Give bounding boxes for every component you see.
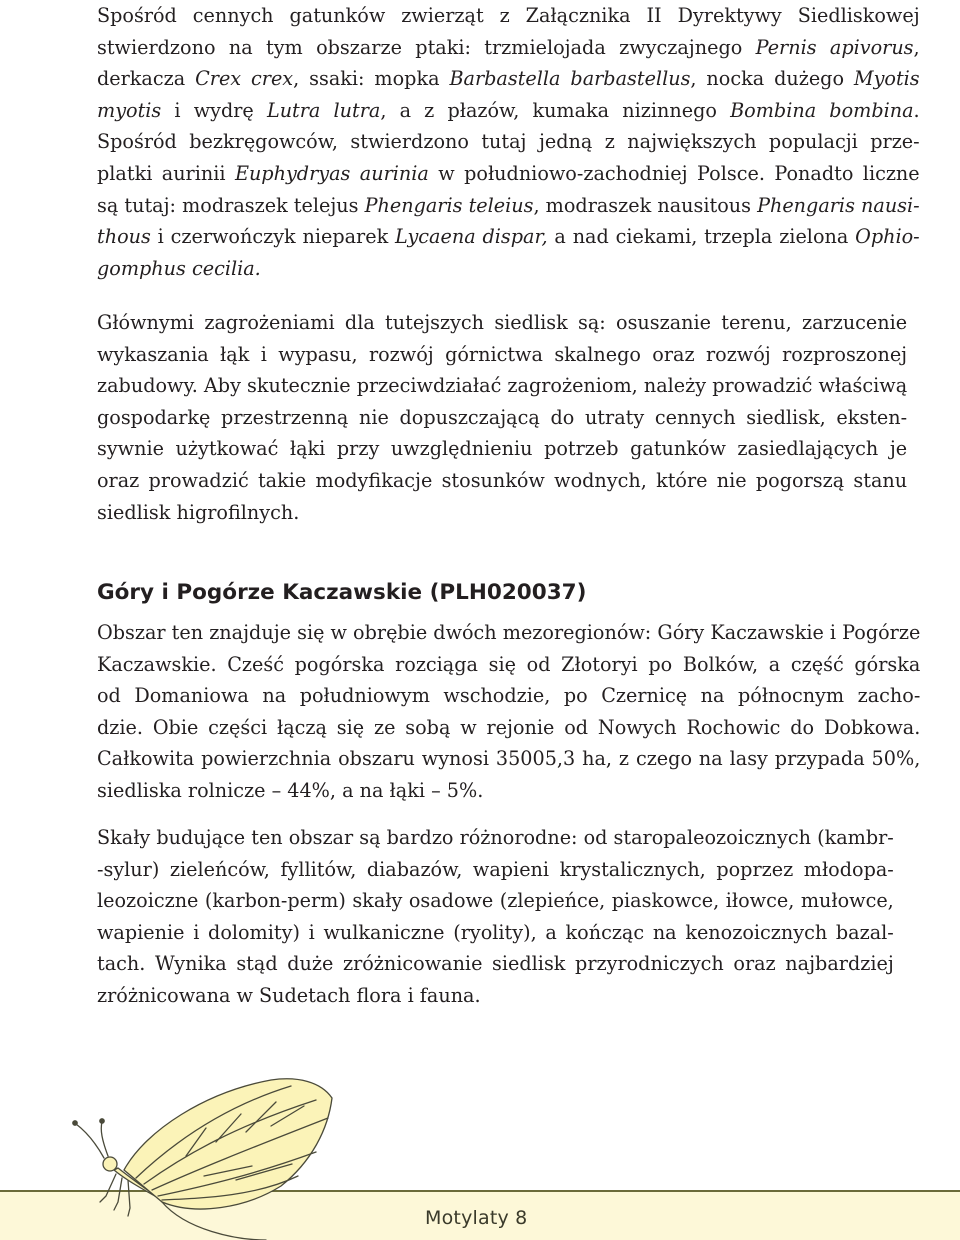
text-run: Obszar ten znajduje się w obrębie dwóch mezoregionów: Góry Kaczawskie i Pogórze [97,621,921,644]
text-run: -sylur) zieleńców, fyllitów, diabazów, wapieni krystalicznych, poprzez młodopa- [97,857,894,881]
text-line [97,743,920,775]
latin-name: Lutra lutra [266,98,381,122]
text-line [97,680,920,712]
latin-name: Crex crex [195,67,294,91]
text-line [97,917,894,949]
text-line [97,433,907,465]
text-line [97,465,907,497]
text-line [97,712,920,744]
text-run: , [913,35,920,59]
text-run: wykaszania łąk i wypasu, rozwój górnictwa skalnego oraz rozwój rozproszonej [97,342,908,366]
text-run: oraz prowadzić takie modyfikacje stosunków wodnych, które nie pogorszą stanu [97,468,908,492]
text-line [97,253,920,285]
latin-name: Phengaris nausi- [757,193,920,217]
text-line [97,497,907,529]
text-run: sywnie użytkować łąki przy uwzględnieniu potrzeb gatunków zasiedlających je [97,437,908,461]
text-run: derkacza [97,67,196,91]
text-run: i wydrę [161,98,267,122]
text-run: leozoiczne (karbon-perm) skały osadowe (zlepieńce, piaskowce, iłowce, mułowce, [97,889,894,913]
section-heading: Góry i Pogórze Kaczawskie (PLH020037) [97,580,587,605]
latin-name: myotis [97,98,162,122]
text-line [97,32,920,64]
paragraph-area [97,617,920,807]
text-line [97,63,920,95]
text-run: , ssaki: mopka [293,67,450,91]
text-run: w południowo-zachodniej Polsce. Ponadto liczne [428,161,920,185]
text-run: a nad ciekami, trzepla zielona [547,225,856,249]
text-run: siedliska rolnicze – 44%, a na łąki – 5%. [97,778,484,802]
text-line [97,948,894,980]
text-run: tach. Wynika stąd duże zróżnicowanie siedlisk przyrodniczych oraz najbardziej [97,952,894,976]
latin-name: Barbastella barbastellus [449,67,691,91]
text-run: siedlisk higrofilnych. [97,500,300,524]
paragraph-threats [97,307,907,528]
text-line [97,885,894,917]
text-line [97,980,894,1012]
text-run: i czerwończyk nieparek [150,225,396,249]
text-line [97,0,920,32]
text-line [97,95,920,127]
latin-name: Pernis apivorus [755,35,914,59]
latin-name: Lycaena dispar, [395,225,548,249]
text-line [97,339,907,371]
text-line [97,402,907,434]
text-run: . [913,98,920,122]
latin-name: Bombina bombina [730,98,914,122]
text-run: są tutaj: modraszek telejus [97,193,365,217]
text-line [97,775,920,807]
text-run: Spośród cennych gatunków zwierząt z Załącznika II Dyrektywy Siedliskowej [97,4,920,27]
text-run: , nocka dużego [690,67,854,91]
text-line [97,158,920,190]
text-line [97,126,920,158]
text-line [97,307,907,339]
text-line [97,617,920,649]
latin-name: Myotis [853,67,920,91]
text-run: zróżnicowana w Sudetach flora i fauna. [97,983,481,1007]
text-run: , a z płazów, kumaka nizinnego [380,98,731,122]
text-run: stwierdzono na tym obszarze ptaki: trzmielojada zwyczajnego [97,35,756,59]
latin-name: Phengaris teleius [364,193,534,217]
paragraph-geology [97,822,894,1012]
text-run: wapienie i dolomity) i wulkaniczne (ryolity), a kończąc na kenozoicznych bazal- [97,920,894,944]
text-run: Kaczawskie. Cześć pogórska rozciąga się od Złotoryi po Bolków, a część górska [97,652,921,676]
text-run: Głównymi zagrożeniami dla tutejszych siedlisk są: osuszanie terenu, zarzucenie [97,311,908,334]
text-run: zabudowy. Aby skutecznie przeciwdziałać zagrożeniom, należy prowadzić właściwą [97,374,908,398]
text-run: Spośród bezkręgowców, stwierdzono tutaj jedną z największych populacji prze- [97,130,920,154]
text-run: Skały budujące ten obszar są bardzo różnorodne: od staropaleozoicznych (kambr- [97,826,894,849]
text-line [97,370,907,402]
text-line [97,221,920,253]
text-run: od Domaniowa na południowym wschodzie, po Czernicę na północnym zacho- [97,684,921,708]
latin-name: thous [97,225,151,249]
butterfly-icon [66,1070,336,1240]
text-line [97,190,920,222]
latin-name: Euphydryas aurinia [234,161,429,185]
text-run: platki aurinii [97,161,235,185]
text-run: gospodarkę przestrzenną nie dopuszczającą do utraty cennych siedlisk, eksten- [97,405,908,429]
latin-name: gomphus cecilia. [97,256,261,280]
latin-name: Ophio- [855,225,920,249]
paragraph-species [97,0,920,284]
text-line [97,854,894,886]
text-line [97,649,920,681]
text-run: Całkowita powierzchnia obszaru wynosi 35005,3 ha, z czego na lasy przypada 50%, [97,747,921,771]
footer-page-label: Motylaty 8 [425,1207,528,1229]
text-run: , modraszek nausitous [533,193,758,217]
text-line [97,822,894,854]
text-run: dzie. Obie części łączą się ze sobą w rejonie od Nowych Rochowic do Dobkowa. [97,715,921,739]
